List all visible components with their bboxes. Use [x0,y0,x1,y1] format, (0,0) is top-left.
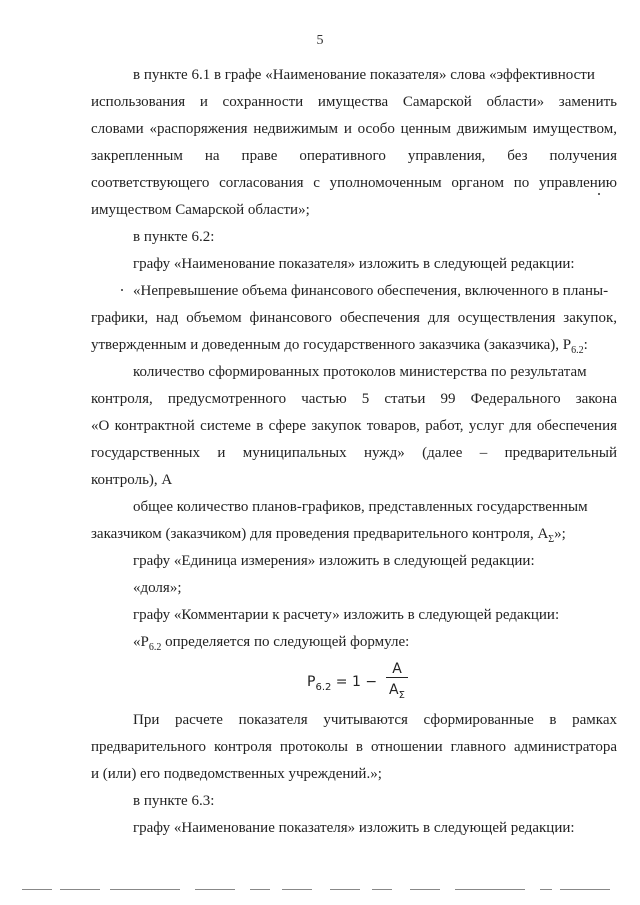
line-text: »; [554,526,566,542]
formula-letter: P [307,674,316,690]
formula-denominator-subscript: Σ [398,690,405,701]
formula-denominator-letter: A [389,682,399,698]
paragraph-line: общее количество планов-графиков, представленных государственным [133,499,588,515]
paragraph-line: в пункте 6.1 в графе «Наименование показателя» слова «эффективности [133,67,595,83]
paragraph-line: графу «Наименование показателя» изложить в следующей редакции: [133,256,575,272]
paragraph-line: словами «распоряжения недвижимым и особо ценным движимым имуществом, [91,121,617,137]
paragraph-line: использования и сохранности имущества Самарской области» заменить [91,94,617,110]
paragraph-line: закрепленным на праве оперативного управления, без получения [91,148,617,164]
paragraph-line [133,632,617,652]
paragraph-line: соответствующего согласования с уполномоченным органом по управлению [91,175,617,191]
paragraph-line: графики, над объемом финансового обеспечения для осуществления закупок, [91,310,617,326]
paragraph-line: в пункте 6.3: [133,793,215,809]
page-number: 5 [316,33,324,48]
formula-fraction [386,659,408,701]
scan-speck [598,193,600,195]
formula-equals: = 1 − [331,674,378,690]
paragraph-line: «доля»; [133,580,182,596]
formula-lhs [307,672,377,692]
subscript: 6.2 [148,642,162,653]
formula-subscript: 6.2 [315,682,332,693]
subscript: Σ [548,534,555,545]
paragraph-line: и (или) его подведомственных учреждений.»; [91,766,382,782]
paragraph-line: в пункте 6.2: [133,229,215,245]
subscript: 6.2 [571,345,584,356]
line-text: определяется по следующей формуле: [161,634,410,650]
scan-artifact-footer [0,888,640,892]
paragraph-line: предварительного контроля протоколы в отношении главного администратора [91,739,617,755]
formula-denominator [386,678,408,701]
paragraph-line: контроля, предусмотренного частью 5 статьи 99 Федерального закона [91,391,617,407]
line-text: «Р [133,634,149,650]
scan-speck [121,289,123,291]
paragraph-line: При расчете показателя учитываются сформированные в рамках [133,712,617,728]
paragraph-line: количество сформированных протоколов министерства по результатам [133,364,587,380]
paragraph-line [91,335,617,355]
line-text: : [583,337,588,353]
formula [307,659,447,699]
paragraph-line: графу «Наименование показателя» изложить в следующей редакции: [133,820,575,836]
paragraph-line: государственных и муниципальных нужд» (далее – предварительный [91,445,617,461]
paragraph-line: графу «Единица измерения» изложить в следующей редакции: [133,553,535,569]
paragraph-line: контроль), А [91,472,173,488]
paragraph-line [91,524,617,544]
paragraph-line: «О контрактной системе в сфере закупок товаров, работ, услуг для обеспечения [91,418,617,434]
paragraph-line: имуществом Самарской области»; [91,202,310,218]
formula-numerator: A [392,661,402,677]
paragraph-line: графу «Комментарии к расчету» изложить в следующей редакции: [133,607,560,623]
paragraph-line: «Непревышение объема финансового обеспечения, включенного в планы- [133,283,609,299]
line-text: утвержденным и доведенным до государственного заказчика (заказчика), Р [91,337,572,353]
line-text: заказчиком (заказчиком) для проведения предварительного контроля, А [91,526,549,542]
